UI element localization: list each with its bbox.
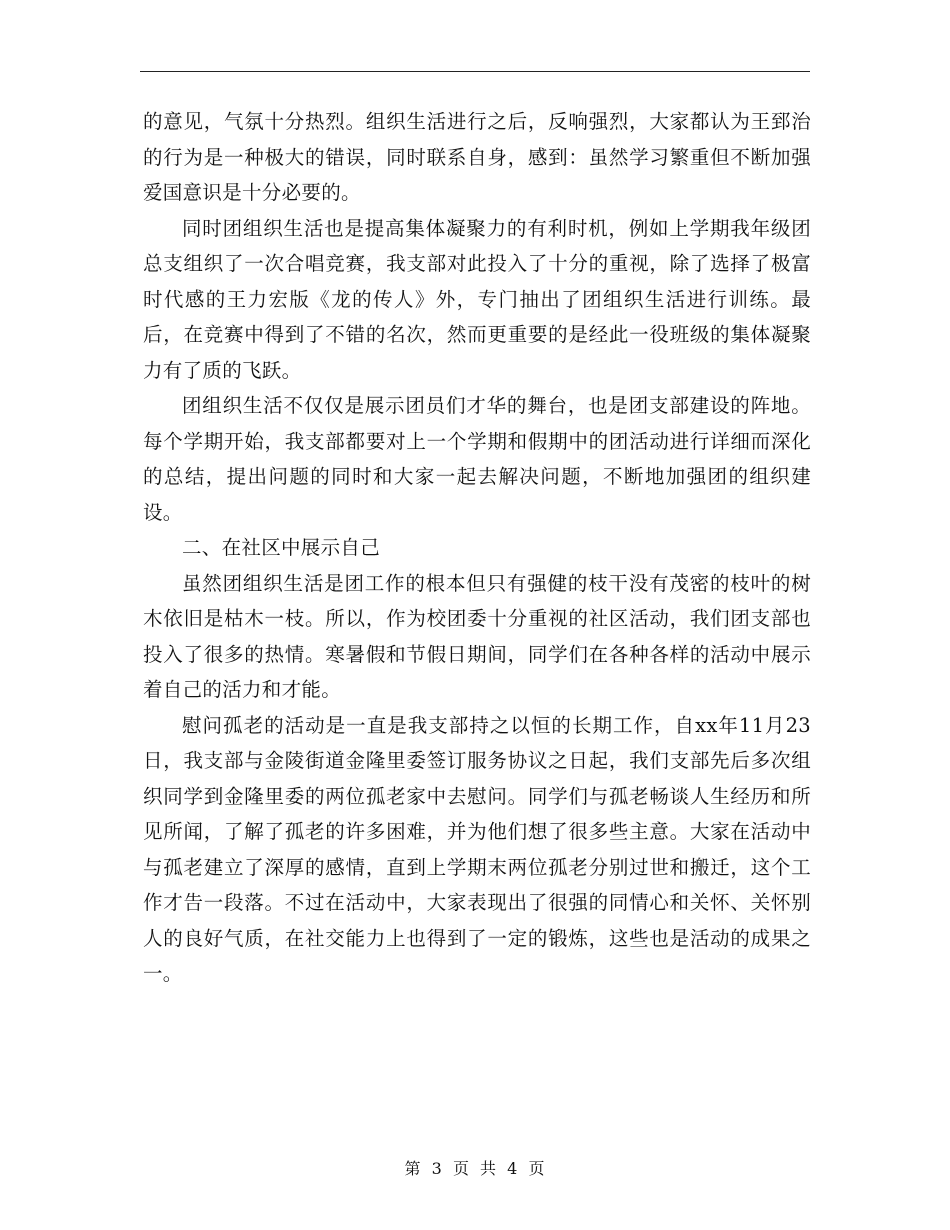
footer-total-pages: 4	[507, 1159, 519, 1178]
paragraph: 的意见，气氛十分热烈。组织生活进行之后，反响强烈，大家都认为王郅治的行为是一种极大的错误，同时联系自身，感到：虽然学习繁重但不断加强爱国意识是十分必要的。	[143, 110, 811, 204]
page-footer	[0, 1156, 950, 1179]
footer-page-prefix: 第	[404, 1159, 422, 1178]
document-body	[143, 104, 811, 992]
paragraph: 同时团组织生活也是提高集体凝聚力的有利时机，例如上学期我年级团总支组织了一次合唱竞赛，我支部对此投入了十分的重视，除了选择了极富时代感的王力宏版《龙的传人》外，专门抽出了团组织生活进行训练。最后，在竞赛中得到了不错的名次，然而更重要的是经此一役班级的集体凝聚力有了质的飞跃。	[143, 216, 811, 382]
paragraph: 虽然团组织生活是团工作的根本但只有强健的枝干没有茂密的枝叶的树木依旧是枯木一枝。所以，作为校团委十分重视的社区活动，我们团支部也投入了很多的热情。寒暑假和节假日期间，同学们在各种各样的活动中展示着自己的活力和才能。	[143, 571, 811, 701]
paragraph: 团组织生活不仅仅是展示团员们才华的舞台，也是团支部建设的阵地。每个学期开始，我支部都要对上一个学期和假期中的团活动进行详细而深化的总结，提出问题的同时和大家一起去解决问题，不断地加强团的组织建设。	[143, 394, 811, 524]
footer-total-label: 共	[480, 1159, 498, 1178]
footer-page-mid: 页	[452, 1159, 470, 1178]
header-divider	[140, 71, 810, 72]
paragraph: 慰问孤老的活动是一直是我支部持之以恒的长期工作，自xx年11月23日，我支部与金陵街道金隆里委签订服务协议之日起，我们支部先后多次组织同学到金隆里委的两位孤老家中去慰问。同学们与孤老畅谈人生经历和所见所闻，了解了孤老的许多困难，并为他们想了很多些主意。大家在活动中与孤老建立了深厚的感情，直到上学期末两位孤老分别过世和搬迁，这个工作才告一段落。不过在活动中，大家表现出了很强的同情心和关怀、关怀别人的良好气质，在社交能力上也得到了一定的锻炼，这些也是活动的成果之一。	[143, 713, 811, 985]
footer-page-number: 3	[431, 1159, 443, 1178]
section-heading: 二、在社区中展示自己	[182, 536, 381, 559]
footer-page-suffix: 页	[528, 1159, 546, 1178]
